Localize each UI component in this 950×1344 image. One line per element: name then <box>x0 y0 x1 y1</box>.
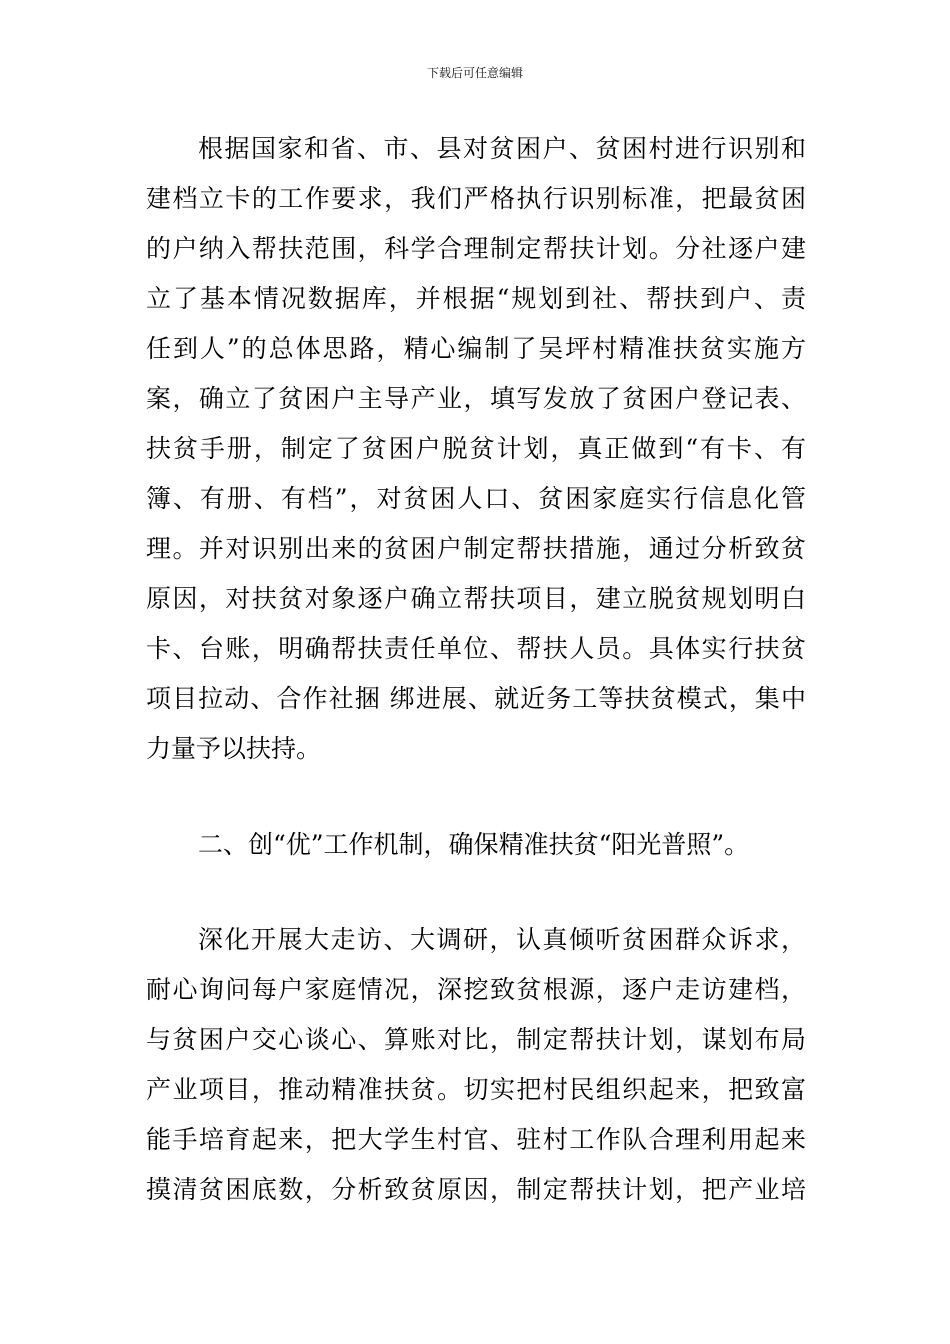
paragraph-line: 与贫困户交心谈心、算账对比，制定帮扶计划，谋划布局 <box>146 1025 806 1054</box>
paragraph-line: 摸清贫困底数，分析致贫原因，制定帮扶计划，把产业培 <box>146 1175 806 1204</box>
paragraph-line: 建档立卡的工作要求，我们严格执行识别标准，把最贫困 <box>146 184 806 213</box>
page-header: 下载后可任意编辑 <box>426 66 523 80</box>
paragraph-line: 案，确立了贫困户主导产业，填写发放了贫困户登记表、 <box>146 384 806 413</box>
paragraph-line: 卡、台账，明确帮扶责任单位、帮扶人员。具体实行扶贫 <box>146 634 806 663</box>
section-heading-text: 二、创“优”工作机制，确保精准扶贫“阳光普照”。 <box>198 830 750 859</box>
paragraph-line: 力量予以扶持。 <box>146 734 322 763</box>
paragraph-line: 的户纳入帮扶范围，科学合理制定帮扶计划。分社逐户建 <box>146 234 806 263</box>
paragraph-line: 耐心询问每户家庭情况，深挖致贫根源，逐户走访建档， <box>146 975 806 1004</box>
paragraph-line: 立了基本情况数据库，并根据“规划到社、帮扶到户、责 <box>146 284 806 313</box>
paragraph-line: 能手培育起来，把大学生村官、驻村工作队合理利用起来 <box>146 1125 806 1154</box>
paragraph-line: 理。并对识别出来的贫困户制定帮扶措施，通过分析致贫 <box>146 534 806 563</box>
paragraph-line: 产业项目，推动精准扶贫。切实把村民组织起来，把致富 <box>146 1075 806 1104</box>
paragraph-line: 深化开展大走访、大调研，认真倾听贫困群众诉求， <box>198 925 806 954</box>
paragraph-line: 项目拉动、合作社捆 绑进展、就近务工等扶贫模式，集中 <box>146 684 806 713</box>
paragraph-line: 任到人”的总体思路，精心编制了吴坪村精准扶贫实施方 <box>146 334 806 363</box>
paragraph-line: 原因，对扶贫对象逐户确立帮扶项目，建立脱贫规划明白 <box>146 584 806 613</box>
paragraph-line: 根据国家和省、市、县对贫困户、贫困村进行识别和 <box>198 134 806 163</box>
paragraph-line: 簿、有册、有档”，对贫困人口、贫困家庭实行信息化管 <box>146 484 806 513</box>
paragraph-line: 扶贫手册，制定了贫困户脱贫计划，真正做到“有卡、有 <box>146 434 806 463</box>
